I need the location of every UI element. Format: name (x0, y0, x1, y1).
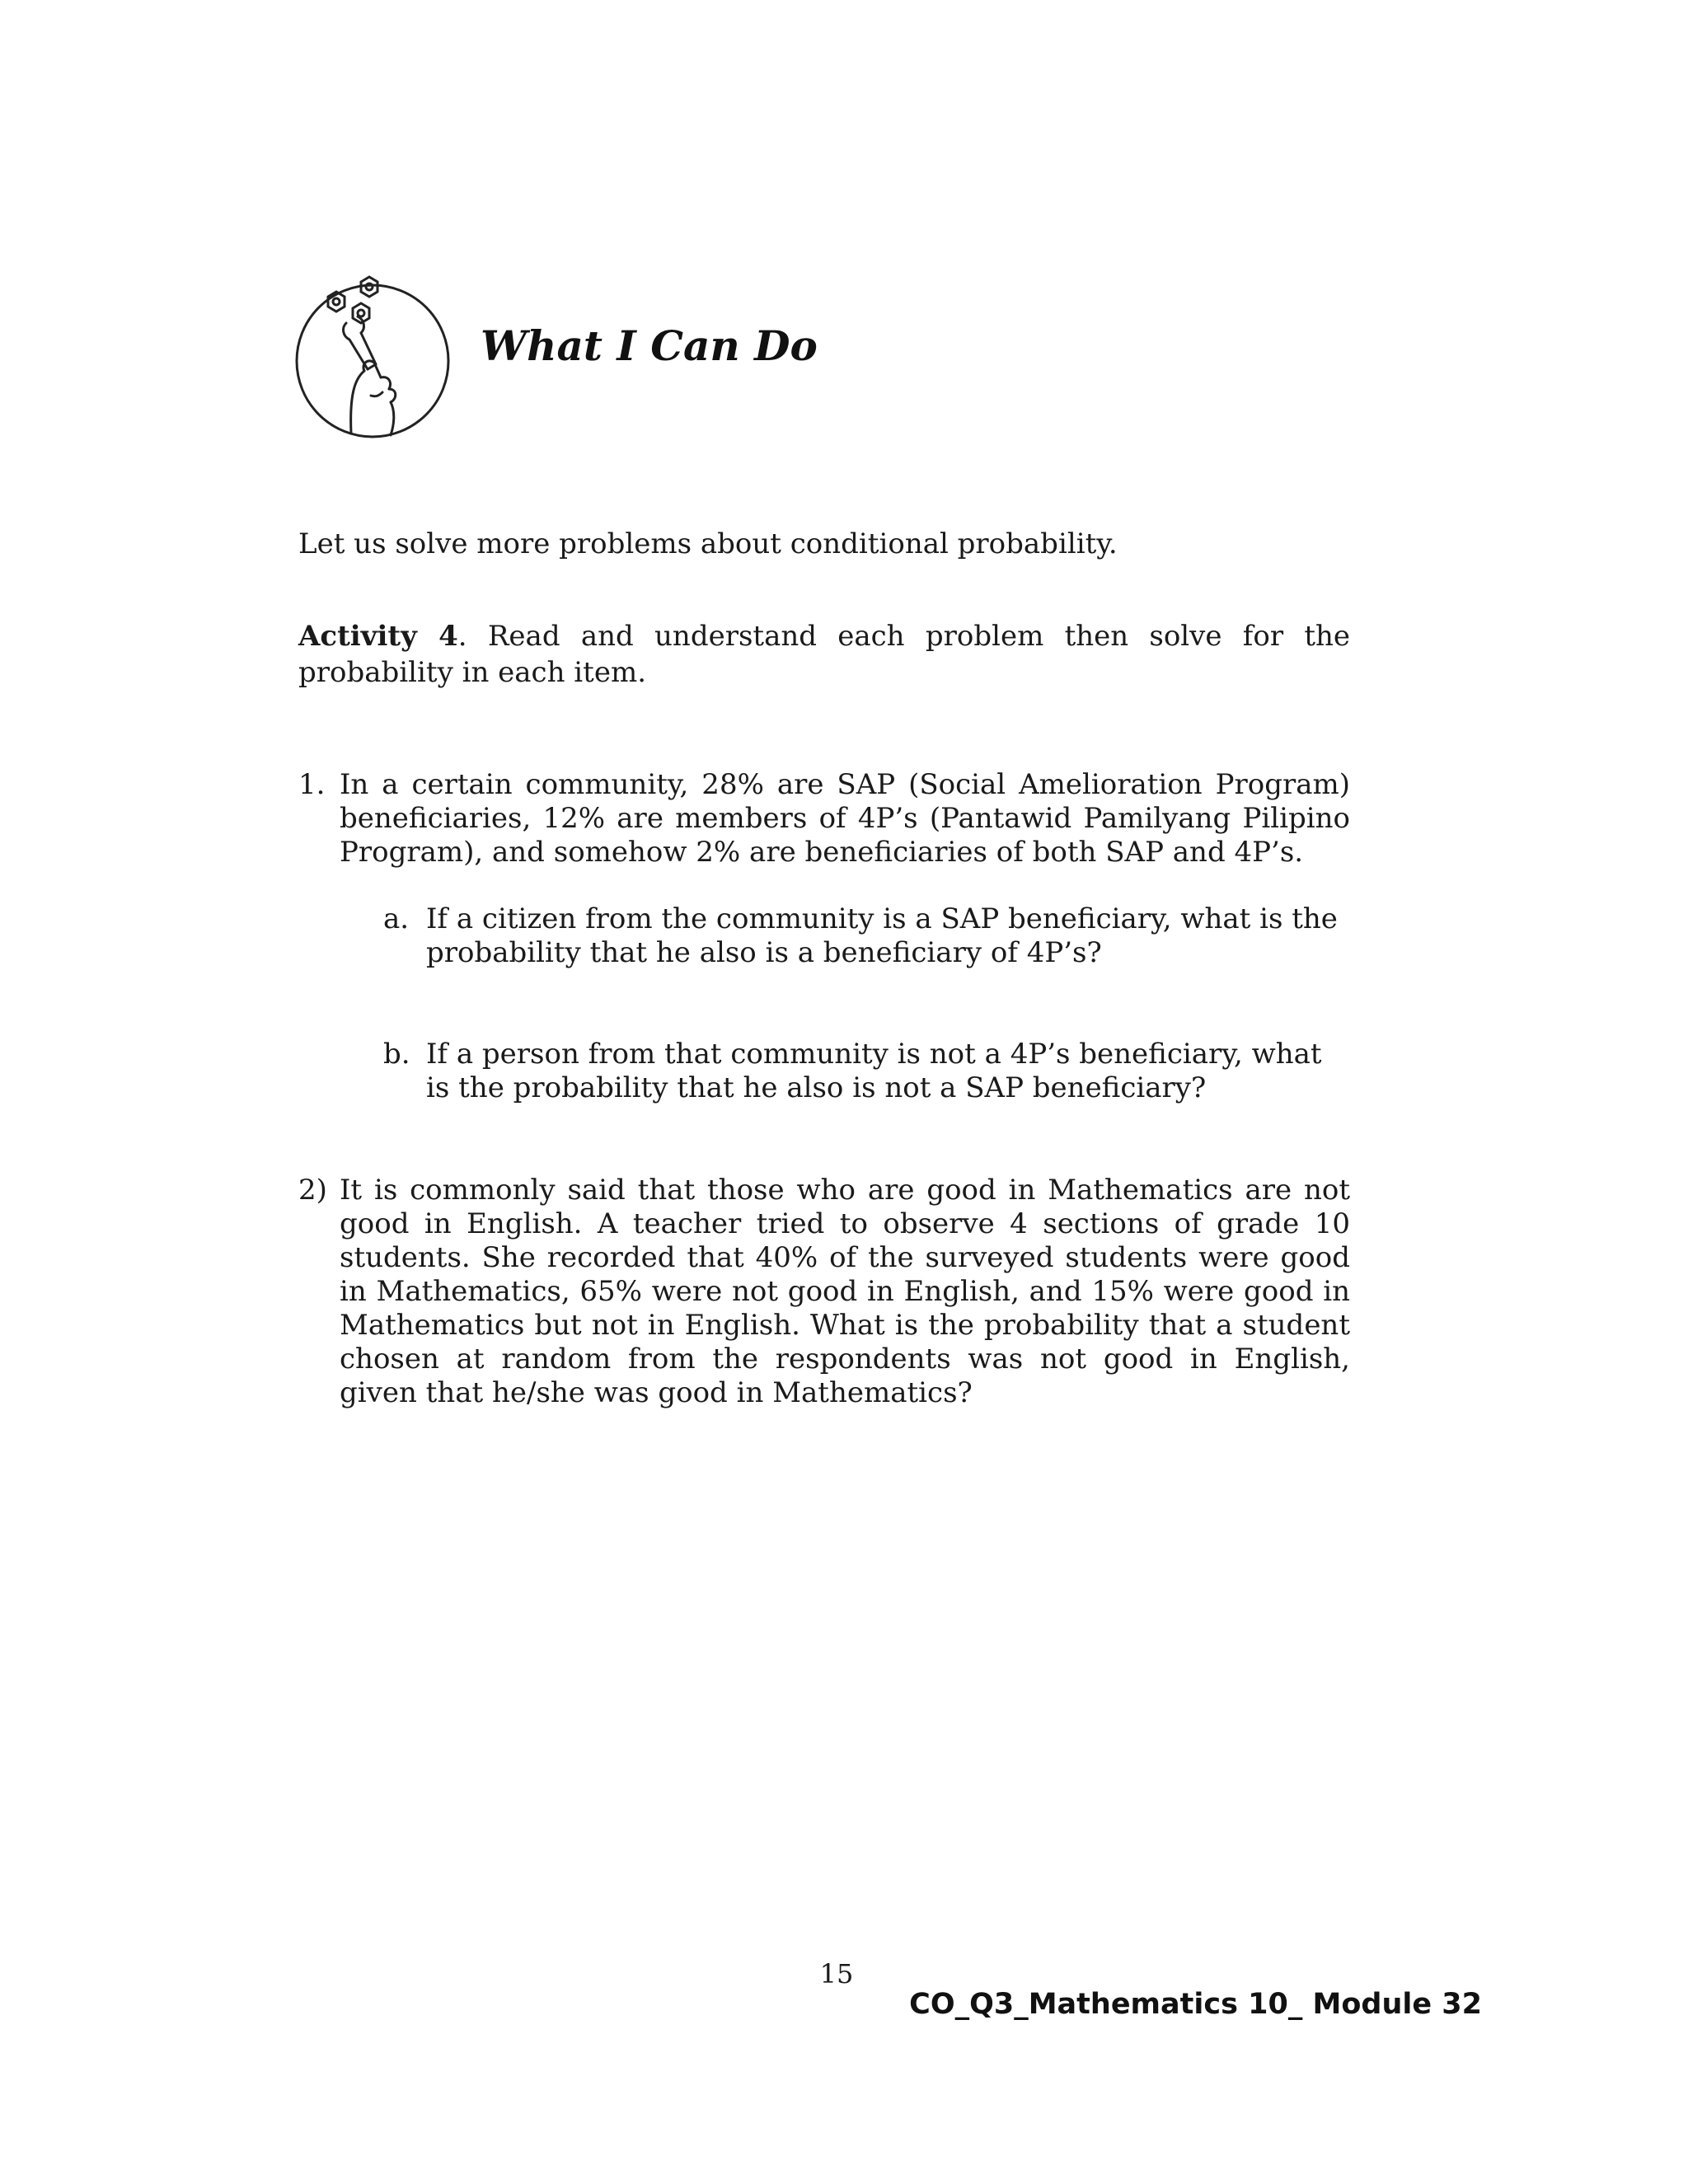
problem-item (298, 1174, 1350, 1410)
problem-text: In a certain community, 28% are SAP (Social Amelioration Program) beneficiaries, 12% are members of 4P’s (Pantawid Pamilyang Pilipino Program), and somehow 2% are beneficiaries of both SAP and 4P’s. (340, 768, 1350, 869)
activity-label: Activity 4 (298, 620, 458, 653)
subproblem-text: If a person from that community is not a 4P’s beneficiary, what is the probability that he also is not a SAP beneficiary? (426, 1038, 1322, 1104)
subproblem-text: If a citizen from the community is a SAP beneficiary, what is the probability that he also is a beneficiary of 4P’s? (426, 902, 1338, 969)
intro-text: Let us solve more problems about conditional probability. (298, 527, 1118, 560)
activity-text: . Read and understand each problem then solve for the probability in each item. (298, 620, 1350, 689)
problem-text: It is commonly said that those who are good in Mathematics are not good in English. A teacher tried to observe 4 sections of grade 10 students. She recorded that 40% of the surveyed students were good in Mathematics, 65% were not good in English, and 15% were good in Mathematics but not in English. What is the probability that a student chosen at random from the respondents was not good in English, given that he/she was good in Mathematics? (340, 1174, 1350, 1409)
activity-instruction (298, 618, 1350, 691)
problem-number: 1. (298, 768, 326, 801)
subproblem-letter: b. (383, 1038, 410, 1071)
subproblem-letter: a. (383, 902, 410, 935)
problem-item (298, 768, 1350, 869)
page-number: 15 (819, 1958, 854, 1990)
subproblem-item (383, 1038, 1350, 1105)
problem-number: 2) (298, 1174, 327, 1207)
module-code: CO_Q3_Mathematics 10_ Module 32 (909, 1988, 1482, 2021)
section-title: What I Can Do (481, 321, 818, 370)
subproblem-item (383, 902, 1350, 970)
hand-with-wrench-icon (288, 272, 457, 441)
